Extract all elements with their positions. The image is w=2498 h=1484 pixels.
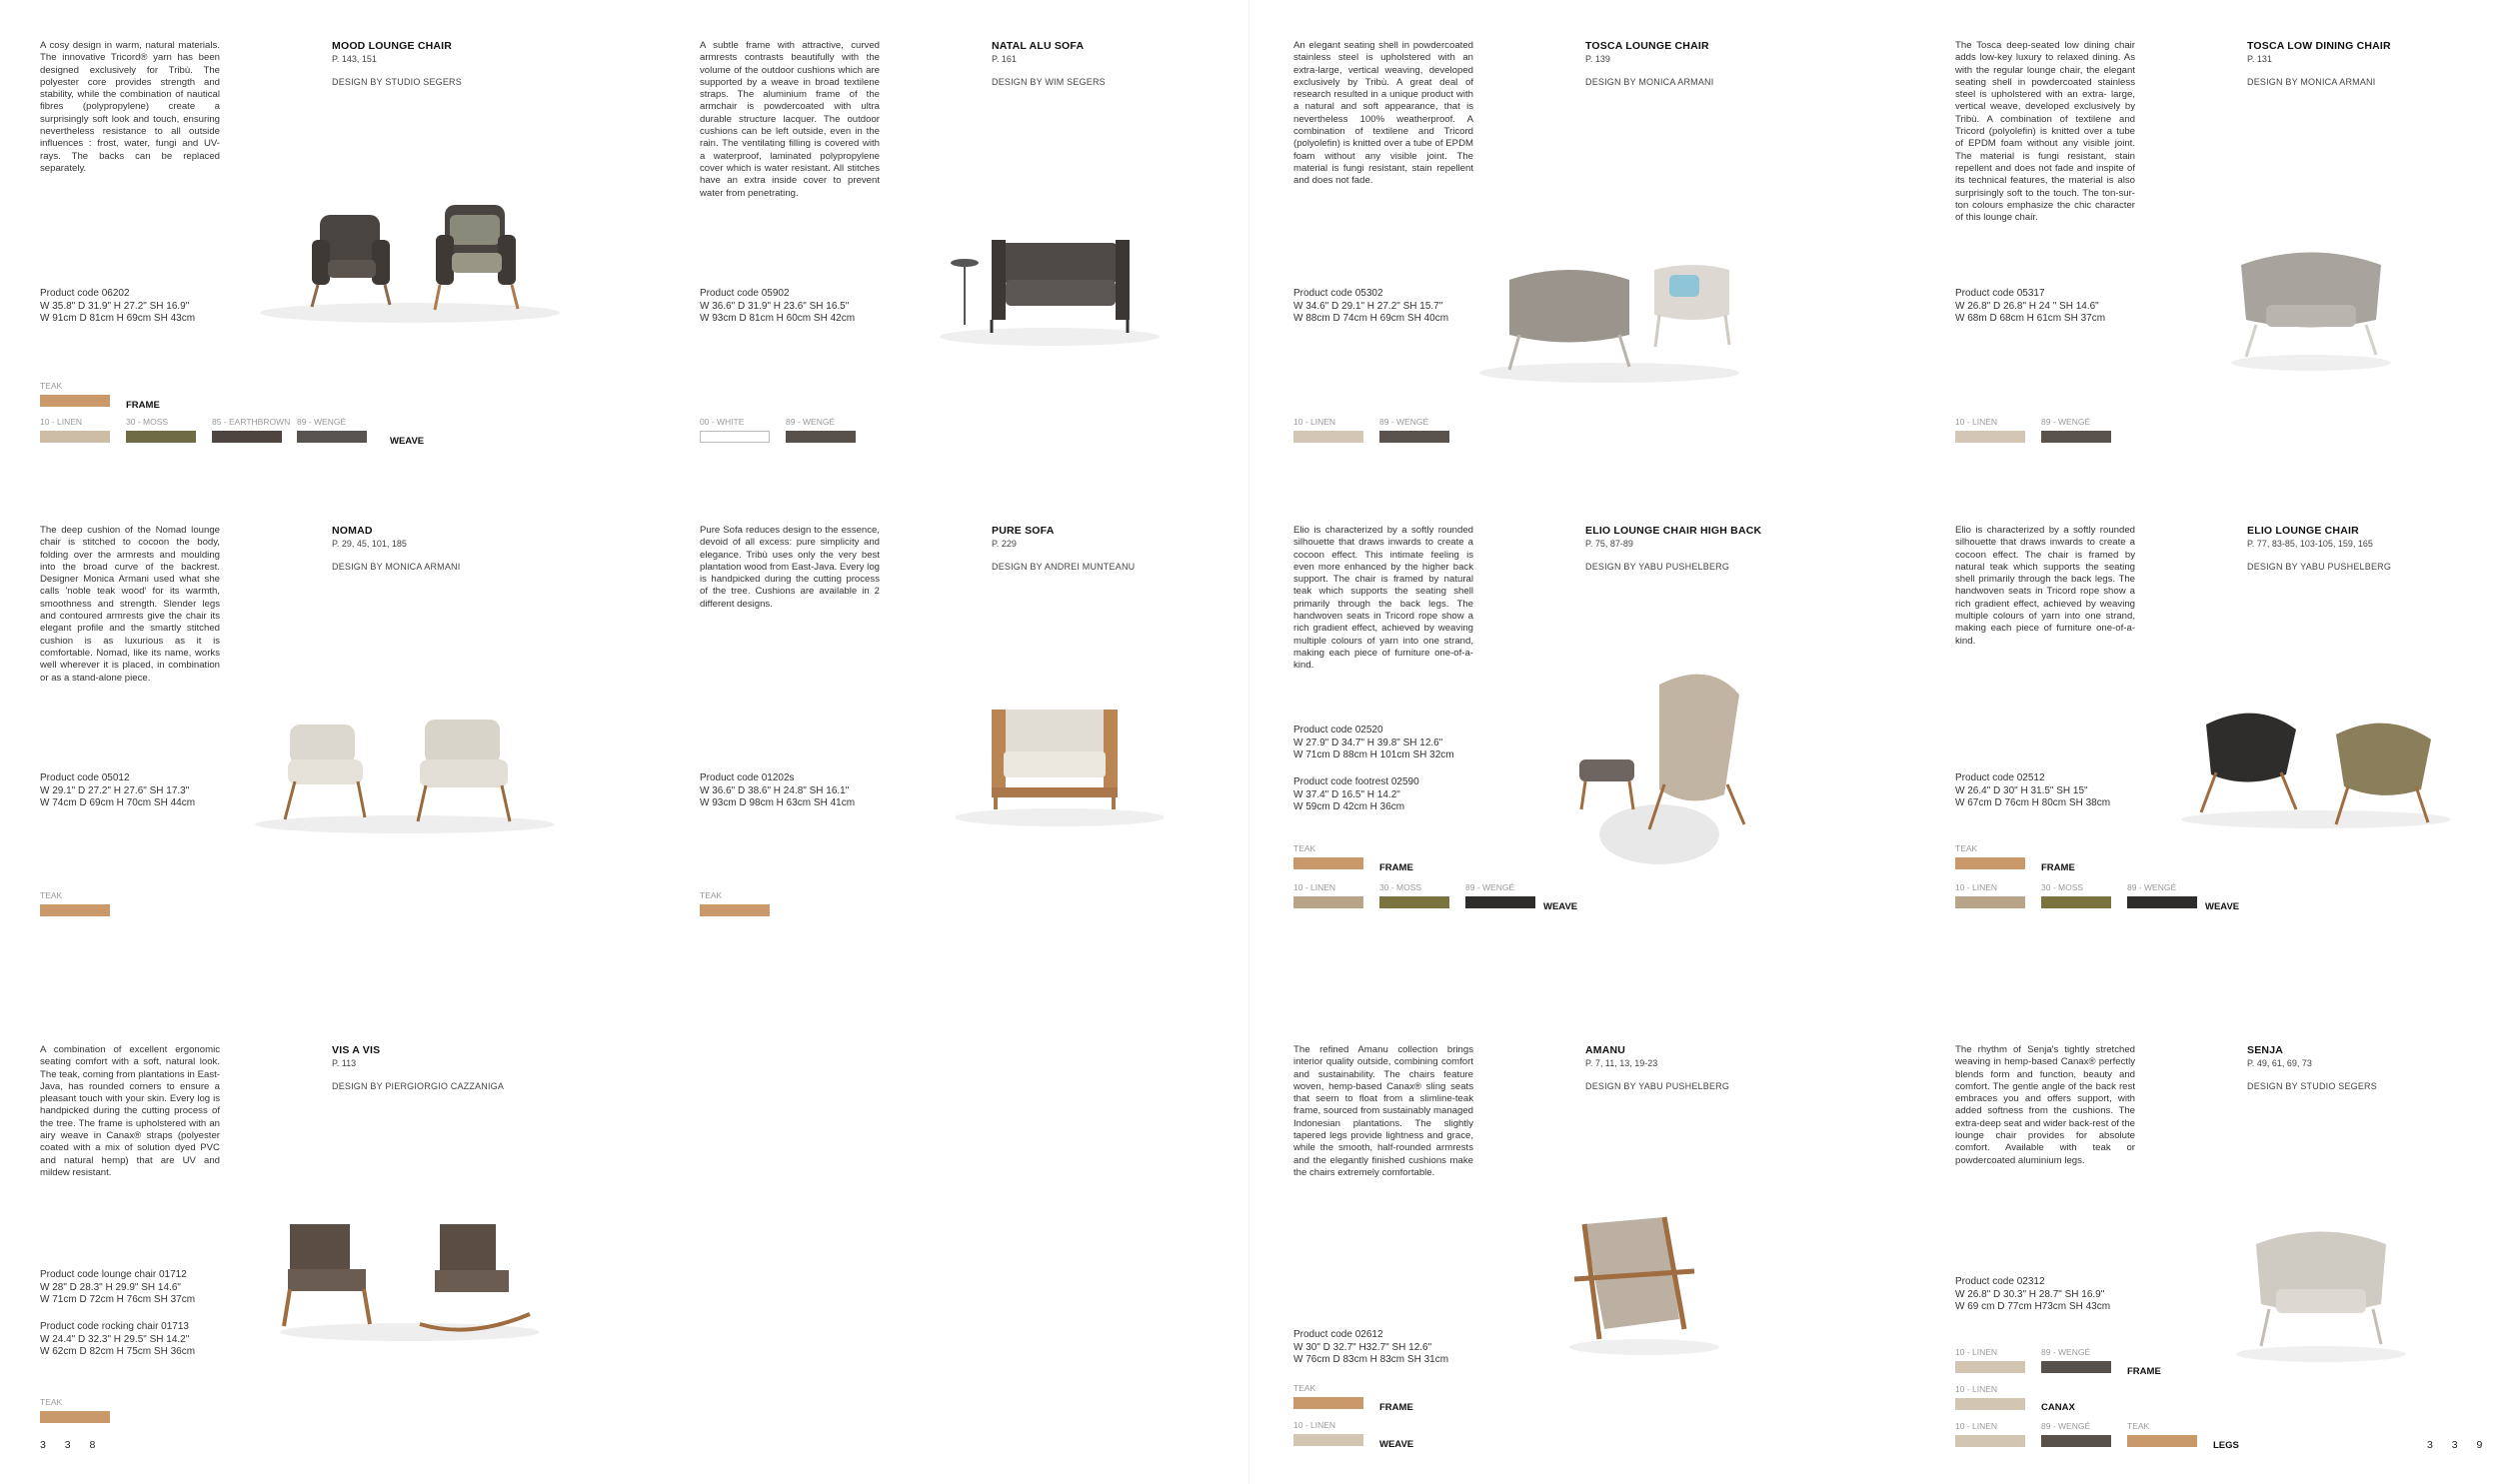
product-natal bbox=[660, 0, 1279, 480]
swatch-label: TEAK bbox=[1955, 843, 1978, 853]
product-name: AMANU bbox=[1585, 1044, 1626, 1056]
frame-label: FRAME bbox=[2041, 862, 2075, 873]
dimensions-cm: W 68m D 68cm H 61cm SH 37cm bbox=[1955, 313, 2106, 324]
dimensions-inch: W 30" D 32.7" H32.7" SH 12.6" bbox=[1293, 1341, 1432, 1353]
product-code: Product code 02512 bbox=[1955, 772, 2045, 783]
frame-label: FRAME bbox=[2127, 1366, 2161, 1377]
product-description: A subtle frame with attractive, curved armrests contrasts beautifully with the volume of the outdoor cushions which are supported by a weave in broad textilene straps. The aluminium frame of the armchair is powdercoated with ultra durable structure lacquer. The outdoor cushions can be left outside, even in the rain. The ventilating filling is covered with a waterproof, laminated polypropylene cover which is water resistant. All stitches have an extra inside cover to prevent water from penetrating. bbox=[700, 40, 880, 199]
product-amanu bbox=[1249, 1004, 1869, 1484]
swatch-label: TEAK bbox=[1293, 1383, 1316, 1393]
swatch-wenge bbox=[2127, 896, 2197, 908]
swatch-label: TEAK bbox=[40, 890, 63, 900]
product-spec-2 bbox=[40, 1321, 300, 1359]
product-pages: P. 131 bbox=[2247, 54, 2272, 64]
product-pages: P. 161 bbox=[992, 54, 1017, 64]
product-spec bbox=[40, 1269, 300, 1307]
product-name: ELIO LOUNGE CHAIR bbox=[2247, 525, 2359, 537]
dimensions-cm: W 69 cm D 77cm H73cm SH 43cm bbox=[1955, 1301, 2111, 1312]
dimensions-cm: W 93cm D 98cm H 63cm SH 41cm bbox=[700, 797, 856, 808]
swatch-label: 30 - MOSS bbox=[1379, 882, 1422, 892]
swatch-linen bbox=[1293, 431, 1363, 443]
product-spec bbox=[40, 772, 300, 810]
product-description: A combination of excellent ergonomic seating comfort with a soft, natural look. The teak, coming from plantations in East-Java, has rounded corners to ensure a pleasant touch with your skin. Every log is handpicked during the cutting process of the tree. The frame is upholstered with an airy weave in Canax® straps (polyester coated with a mix of solution dyed PVC and natural hemp) that are UV and mildew resistant. bbox=[40, 1044, 220, 1178]
product-description: The deep cushion of the Nomad lounge chair is stitched to cocoon the body, folding over the armrests and moulding into the broad curve of the backrest. Designer Monica Armani used what she calls 'noble teak wood' for its warmth, smoothness and strength. Slender legs and contoured armrests give the chair its elegant profile and the smartly stitched cushion is as luxurious as it is comfortable. Nomad, like its name, works well wherever it is placed, in combination or as a stand-alone piece. bbox=[40, 525, 220, 684]
product-spec bbox=[700, 772, 960, 810]
swatch-label: 89 - WENGÉ bbox=[2041, 1347, 2091, 1357]
dimensions-inch: W 26.8" D 26.8" H 24 " SH 14.6" bbox=[1955, 300, 2099, 312]
swatch-linen bbox=[1955, 1398, 2025, 1410]
product-photo bbox=[260, 1214, 550, 1344]
dimensions-inch: W 37.4" D 16.5" H 14.2" bbox=[1293, 788, 1400, 800]
swatch-label: 10 - LINEN bbox=[40, 417, 83, 427]
product-spec bbox=[1955, 288, 2215, 326]
swatch-label: 10 - LINEN bbox=[1955, 882, 1998, 892]
product-name: MOOD LOUNGE CHAIR bbox=[332, 40, 453, 52]
product-designer: DESIGN BY MONICA ARMANI bbox=[332, 562, 461, 572]
product-photo bbox=[940, 700, 1170, 829]
product-mood bbox=[0, 0, 620, 480]
product-pages: P. 77, 83-85, 103-105, 159, 165 bbox=[2247, 539, 2373, 549]
swatch-label: 10 - LINEN bbox=[1955, 1347, 1998, 1357]
product-description: Pure Sofa reduces design to the essence, devoid of all excess: pure simplicity and elegance. Tribù uses only the very best plantation wood from East-Java. Every log is handpicked during the cutting process of the tree. Cushions are available in 2 different designs. bbox=[700, 525, 880, 610]
swatch-label: 10 - LINEN bbox=[1293, 1420, 1336, 1430]
swatch-label: 89 - WENGÉ bbox=[2127, 882, 2177, 892]
product-description: A cosy design in warm, natural materials. The innovative Tricord® yarn has been designed exclusively for Tribù. The polyester core provides strength and stability, while the combination of nautical fibres (polypropylene) create a surprisingly soft look and touch, ensuring nevertheless resistance to all outside influences : frost, water, fungi and UV-rays. The backs can be replaced separately. bbox=[40, 40, 220, 174]
swatch-wenge bbox=[1379, 431, 1449, 443]
swatch-teak bbox=[40, 395, 110, 407]
product-code: Product code 02312 bbox=[1955, 1276, 2045, 1287]
product-description: Elio is characterized by a softly rounded silhouette that draws inwards to create a cocoon effect. This intimate feeling is even more enhanced by the higher back support. The chair is framed by natural teak which supports the seating shell primarily through the back legs. The handwoven seats in Tricord rope show a rich gradient effect, achieved by weaving multiple colours of yarn into one strand, making each piece of furniture one-of-a-kind. bbox=[1293, 525, 1473, 672]
product-photo bbox=[2221, 1214, 2421, 1364]
product-code: Product code 02520 bbox=[1293, 725, 1383, 736]
swatch-moss bbox=[2041, 896, 2111, 908]
swatch-moss bbox=[1379, 896, 1449, 908]
frame-label: FRAME bbox=[1379, 1402, 1413, 1413]
product-elio-lounge bbox=[1911, 485, 2498, 964]
swatch-label: 89 - WENGÉ bbox=[1379, 417, 1429, 427]
product-code: Product code rocking chair 01713 bbox=[40, 1321, 189, 1332]
dimensions-cm: W 71cm D 88cm H 101cm SH 32cm bbox=[1293, 749, 1454, 760]
product-code: Product code 01202s bbox=[700, 772, 795, 783]
swatch-linen bbox=[1955, 1361, 2025, 1373]
swatch-label: 30 - MOSS bbox=[2041, 882, 2084, 892]
product-pages: P. 7, 11, 13, 19-23 bbox=[1585, 1058, 1658, 1068]
product-pages: P. 29, 45, 101, 185 bbox=[332, 539, 407, 549]
swatch-label: TEAK bbox=[2127, 1421, 2150, 1431]
swatch-label: TEAK bbox=[1293, 843, 1316, 853]
dimensions-cm: W 88cm D 74cm H 69cm SH 40cm bbox=[1293, 313, 1449, 324]
product-code: Product code 02612 bbox=[1293, 1329, 1383, 1340]
product-spec bbox=[1955, 772, 2215, 810]
swatch-label: 85 - EARTHBROWN bbox=[212, 417, 291, 427]
product-designer: DESIGN BY WIM SEGERS bbox=[992, 77, 1106, 87]
product-nomad bbox=[0, 485, 620, 964]
weave-label: WEAVE bbox=[1379, 1439, 1414, 1450]
dimensions-inch: W 26.4" D 30" H 31.5" SH 15" bbox=[1955, 784, 2088, 796]
swatch-label: 10 - LINEN bbox=[1955, 1384, 1998, 1394]
swatch-wenge bbox=[2041, 431, 2111, 443]
product-photo bbox=[930, 225, 1180, 355]
product-description: Elio is characterized by a softly rounded silhouette that draws inwards to create a cocoon effect. The chair is framed by natural teak which supports the seating shell primarily through the back legs. The handwoven seats in Tricord rope show a rich gradient effect, achieved by weaving multiple colours of yarn into one strand, making each piece of furniture one-of-a-kind. bbox=[1955, 525, 2135, 647]
swatch-linen bbox=[1955, 1435, 2025, 1447]
swatch-linen bbox=[1955, 896, 2025, 908]
product-pure-sofa bbox=[660, 485, 1279, 964]
swatch-label: 10 - LINEN bbox=[1293, 882, 1336, 892]
product-spec bbox=[40, 288, 300, 326]
dimensions-cm: W 71cm D 72cm H 76cm SH 37cm bbox=[40, 1294, 196, 1305]
product-code: Product code 05302 bbox=[1293, 288, 1383, 299]
product-name: NOMAD bbox=[332, 525, 373, 537]
product-designer: DESIGN BY STUDIO SEGERS bbox=[332, 77, 462, 87]
dimensions-inch: W 36.6" D 31.9" H 23.6" SH 16.5" bbox=[700, 300, 850, 312]
product-vis-a-vis bbox=[0, 1004, 620, 1484]
product-pages: P. 113 bbox=[332, 1058, 357, 1068]
swatch-white bbox=[700, 431, 770, 443]
weave-label: WEAVE bbox=[1543, 901, 1578, 912]
swatch-teak bbox=[1293, 857, 1363, 869]
weave-label: WEAVE bbox=[2205, 901, 2240, 912]
swatch-label: 89 - WENGÉ bbox=[1465, 882, 1515, 892]
right-page bbox=[1249, 0, 2498, 1484]
swatch-wenge bbox=[1465, 896, 1535, 908]
swatch-teak bbox=[40, 904, 110, 916]
canax-label: CANAX bbox=[2041, 1402, 2075, 1413]
product-code: Product code 05902 bbox=[700, 288, 790, 299]
swatch-wenge bbox=[297, 431, 367, 443]
frame-label: FRAME bbox=[1379, 862, 1413, 873]
product-name: TOSCA LOUNGE CHAIR bbox=[1585, 40, 1709, 52]
swatch-earthbrown bbox=[212, 431, 282, 443]
product-elio-high-back bbox=[1249, 485, 1869, 964]
product-spec bbox=[700, 288, 960, 326]
product-name: TOSCA LOW DINING CHAIR bbox=[2247, 40, 2391, 52]
product-spec bbox=[1293, 288, 1553, 326]
swatch-linen bbox=[1293, 1434, 1363, 1446]
swatch-teak bbox=[1955, 857, 2025, 869]
product-photo bbox=[1554, 1209, 1734, 1359]
product-designer: DESIGN BY PIERGIORGIO CAZZANIGA bbox=[332, 1081, 505, 1091]
product-spec-2 bbox=[1293, 776, 1553, 814]
dimensions-inch: W 35.8" D 31.9" H 27.2" SH 16.9" bbox=[40, 300, 190, 312]
swatch-label: 89 - WENGÉ bbox=[2041, 417, 2091, 427]
product-designer: DESIGN BY MONICA ARMANI bbox=[2247, 77, 2376, 87]
legs-label: LEGS bbox=[2213, 1440, 2239, 1451]
product-code: Product code 05012 bbox=[40, 772, 130, 783]
product-pages: P. 49, 61, 69, 73 bbox=[2247, 1058, 2312, 1068]
weave-label: WEAVE bbox=[390, 436, 425, 447]
product-photo bbox=[1549, 665, 1779, 874]
product-spec bbox=[1955, 1276, 2215, 1314]
product-name: ELIO LOUNGE CHAIR HIGH BACK bbox=[1585, 525, 1762, 537]
swatch-label: 89 - WENGÉ bbox=[2041, 1421, 2091, 1431]
product-photo bbox=[2211, 235, 2411, 375]
swatch-linen bbox=[1293, 896, 1363, 908]
product-spec bbox=[1293, 1329, 1553, 1367]
dimensions-inch: W 28" D 28.3" H 29.9" SH 14.6" bbox=[40, 1281, 181, 1293]
swatch-wenge bbox=[2041, 1361, 2111, 1373]
dimensions-cm: W 62cm D 82cm H 75cm SH 36cm bbox=[40, 1346, 196, 1357]
swatch-wenge bbox=[786, 431, 856, 443]
page-number-left: 3 3 8 bbox=[40, 1439, 104, 1451]
product-name: NATAL ALU SOFA bbox=[992, 40, 1085, 52]
product-name: SENJA bbox=[2247, 1044, 2284, 1056]
swatch-label: TEAK bbox=[40, 381, 63, 391]
swatch-label: 10 - LINEN bbox=[1293, 417, 1336, 427]
product-code: Product code 06202 bbox=[40, 288, 130, 299]
product-designer: DESIGN BY YABU PUSHELBERG bbox=[2247, 562, 2392, 572]
product-description: The rhythm of Senja's tightly stretched weaving in hemp-based Canax® perfectly blends form and function, beauty and comfort. The gentle angle of the back rest embraces you and offers support, with added softness from the cushions. The extra-deep seat and wider back-rest of the lounge chair provides for absolute comfort. Available with teak or powdercoated aluminium legs. bbox=[1955, 1044, 2135, 1166]
dimensions-cm: W 76cm D 83cm H 83cm SH 31cm bbox=[1293, 1354, 1449, 1365]
dimensions-inch: W 29.1" D 27.2" H 27.6" SH 17.3" bbox=[40, 784, 190, 796]
product-senja bbox=[1911, 1004, 2498, 1484]
product-designer: DESIGN BY ANDREI MUNTEANU bbox=[992, 562, 1136, 572]
swatch-teak bbox=[40, 1411, 110, 1423]
product-code: Product code footrest 02590 bbox=[1293, 776, 1419, 787]
swatch-teak bbox=[700, 904, 770, 916]
product-description: The Tosca deep-seated low dining chair adds low-key luxury to relaxed dining. As with the regular lounge chair, the elegant seating shell in powdercoated stainless steel is upholstered with an extra- large, vertical weave, developed exclusively by Tribù. A combination of textilene and Tricord (polyolefin) is knitted over a tube of EPDM foam without any visible joint. The material is fungi resistant, stain repellent and does not fade and inspite of its technical features, the material is also surprisingly soft to the touch. The ton-sur-ton colours emphasize the chic character of this lounge chair. bbox=[1955, 40, 2135, 224]
product-photo bbox=[2166, 695, 2466, 834]
product-designer: DESIGN BY STUDIO SEGERS bbox=[2247, 1081, 2377, 1091]
swatch-linen bbox=[40, 431, 110, 443]
swatch-label: 30 - MOSS bbox=[126, 417, 169, 427]
swatch-wenge bbox=[2041, 1435, 2111, 1447]
swatch-label: 10 - LINEN bbox=[1955, 417, 1998, 427]
swatch-label: 10 - LINEN bbox=[1955, 1421, 1998, 1431]
dimensions-inch: W 36.6" D 38.6" H 24.8" SH 16.1" bbox=[700, 784, 850, 796]
dimensions-cm: W 59cm D 42cm H 36cm bbox=[1293, 801, 1405, 812]
product-designer: DESIGN BY MONICA ARMANI bbox=[1585, 77, 1714, 87]
product-pages: P. 143, 151 bbox=[332, 54, 377, 64]
product-code: Product code lounge chair 01712 bbox=[40, 1269, 187, 1280]
product-designer: DESIGN BY YABU PUSHELBERG bbox=[1585, 1081, 1730, 1091]
product-pages: P. 229 bbox=[992, 539, 1017, 549]
dimensions-cm: W 91cm D 81cm H 69cm SH 43cm bbox=[40, 313, 196, 324]
product-name: PURE SOFA bbox=[992, 525, 1055, 537]
frame-label: FRAME bbox=[126, 400, 160, 411]
product-pages: P. 139 bbox=[1585, 54, 1610, 64]
swatch-label: 00 - WHITE bbox=[700, 417, 745, 427]
swatch-label: 89 - WENGÉ bbox=[297, 417, 347, 427]
product-pages: P. 75, 87-89 bbox=[1585, 539, 1633, 549]
swatch-label: TEAK bbox=[700, 890, 723, 900]
swatch-teak bbox=[2127, 1435, 2197, 1447]
dimensions-inch: W 34.6" D 29.1" H 27.2" SH 15.7" bbox=[1293, 300, 1443, 312]
product-designer: DESIGN BY YABU PUSHELBERG bbox=[1585, 562, 1730, 572]
product-description: An elegant seating shell in powdercoated stainless steel is upholstered with an extra-large, vertical weaving, developed exclusively by Tribù. A great deal of research resulted in a unique product with a natural and soft appearance, that is nevertheless 100% weatherproof. A combination of textilene and Tricord (polyolefin) is knitted over a tube of EPDM foam without any visible joint. The material is fungi resistant, stain repellent and does not fade. bbox=[1293, 40, 1473, 187]
swatch-label: 89 - WENGÉ bbox=[786, 417, 836, 427]
page-number-right: 3 3 9 bbox=[2427, 1439, 2491, 1451]
product-tosca-low-dining bbox=[1911, 0, 2498, 480]
dimensions-cm: W 93cm D 81cm H 60cm SH 42cm bbox=[700, 313, 856, 324]
dimensions-inch: W 24.4" D 32.3" H 29.5" SH 14.2" bbox=[40, 1333, 190, 1345]
swatch-moss bbox=[126, 431, 196, 443]
dimensions-inch: W 27.9" D 34.7" H 39.8" SH 12.6" bbox=[1293, 737, 1443, 748]
dimensions-cm: W 74cm D 69cm H 70cm SH 44cm bbox=[40, 797, 196, 808]
product-spec bbox=[1293, 725, 1553, 762]
dimensions-cm: W 67cm D 76cm H 80cm SH 38cm bbox=[1955, 797, 2111, 808]
product-code: Product code 05317 bbox=[1955, 288, 2045, 299]
swatch-teak bbox=[1293, 1397, 1363, 1409]
product-tosca-lounge bbox=[1249, 0, 1869, 480]
product-description: The refined Amanu collection brings interior quality outside, combining comfort and sustainability. The chairs feature woven, hemp-based Canax® sling seats that seem to float from a slimline-teak frame, sourced from sustainably managed Indonesian plantations. The slightly tapered legs provide lightness and grace, while the smooth, half-rounded armrests and the elegantly finished cushions make the chairs extremely comfortable. bbox=[1293, 1044, 1473, 1178]
swatch-label: TEAK bbox=[40, 1397, 63, 1407]
swatch-linen bbox=[1955, 431, 2025, 443]
product-name: VIS A VIS bbox=[332, 1044, 381, 1056]
dimensions-inch: W 26.8" D 30.3" H 28.7" SH 16.9" bbox=[1955, 1288, 2105, 1300]
